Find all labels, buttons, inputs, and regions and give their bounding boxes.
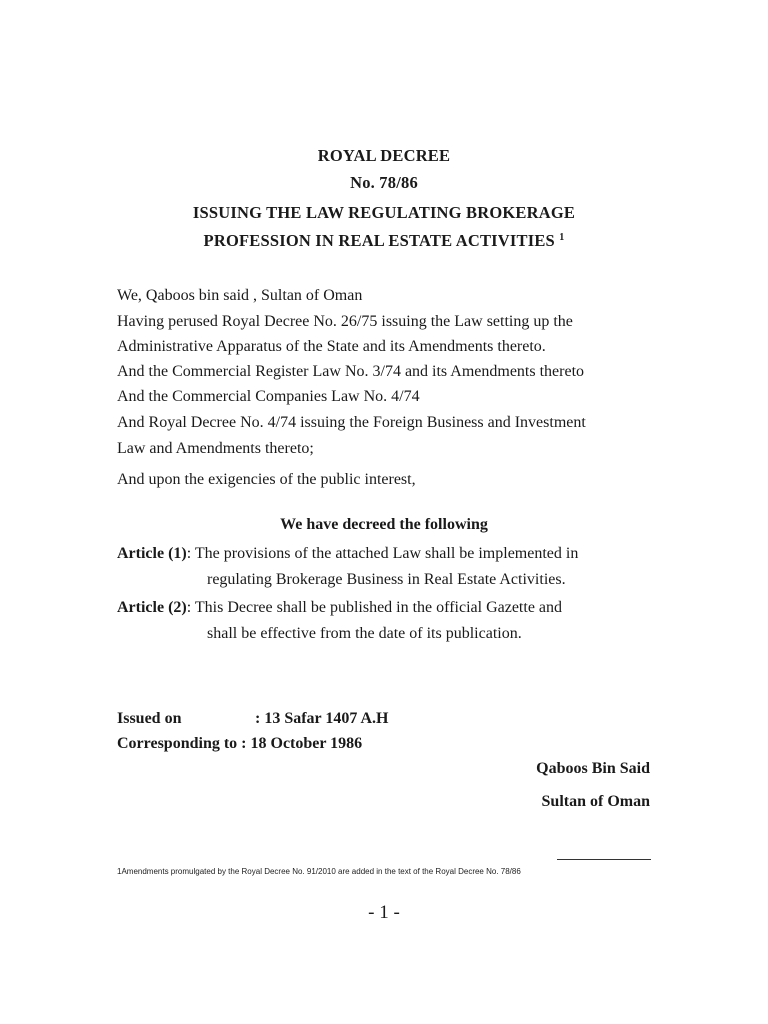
preamble-line: And the Commercial Register Law No. 3/74 and its Amendments thereto xyxy=(117,363,585,380)
article-1-line-1 xyxy=(117,545,578,563)
preamble-line: We, Qaboos bin said , Sultan of Oman xyxy=(117,287,363,304)
decree-subject-text: PROFESSION IN REAL ESTATE ACTIVITIES xyxy=(203,231,555,250)
footnote-reference: 1 xyxy=(559,232,565,243)
decree-subject-line-1: ISSUING THE LAW REGULATING BROKERAGE xyxy=(192,203,576,222)
article-2-line-1 xyxy=(117,599,562,617)
footnote-text: 1Amendments promulgated by the Royal Decree No. 91/2010 are added in the text of the Royal Decree No. 78/86 xyxy=(117,867,521,876)
issued-on-value: : 13 Safar 1407 A.H xyxy=(255,710,389,727)
decree-number: No. 78/86 xyxy=(350,173,418,192)
signatory-title: Sultan of Oman xyxy=(541,793,650,810)
article-1-label: Article (1) xyxy=(117,545,187,562)
article-2-line-2: shall be effective from the date of its publication. xyxy=(207,625,522,642)
article-1-text: : The provisions of the attached Law shall be implemented in xyxy=(186,545,579,562)
preamble-line: And the Commercial Companies Law No. 4/74 xyxy=(117,388,420,405)
preamble-line: Administrative Apparatus of the State and its Amendments thereto. xyxy=(117,338,546,355)
article-1-line-2: regulating Brokerage Business in Real Estate Activities. xyxy=(207,571,566,588)
preamble-line: Having perused Royal Decree No. 26/75 issuing the Law setting up the xyxy=(117,313,573,330)
footnote-separator xyxy=(557,859,651,860)
corresponding-row: Corresponding to : 18 October 1986 xyxy=(117,735,363,752)
decree-title: ROYAL DECREE xyxy=(317,146,451,165)
article-2-text: : This Decree shall be published in the official Gazette and xyxy=(186,599,563,616)
article-2-label: Article (2) xyxy=(117,599,187,616)
preamble-line: And Royal Decree No. 4/74 issuing the Foreign Business and Investment xyxy=(117,414,586,431)
signatory-name: Qaboos Bin Said xyxy=(536,760,650,777)
issued-on-row xyxy=(117,710,388,728)
preamble-line: Law and Amendments thereto; xyxy=(117,440,314,457)
preamble-line: And upon the exigencies of the public interest, xyxy=(117,471,416,488)
decree-subject-line-2 xyxy=(0,231,768,251)
page-number: - 1 - xyxy=(368,902,400,923)
decreed-heading: We have decreed the following xyxy=(280,516,488,533)
issued-on-label: Issued on xyxy=(117,710,182,727)
